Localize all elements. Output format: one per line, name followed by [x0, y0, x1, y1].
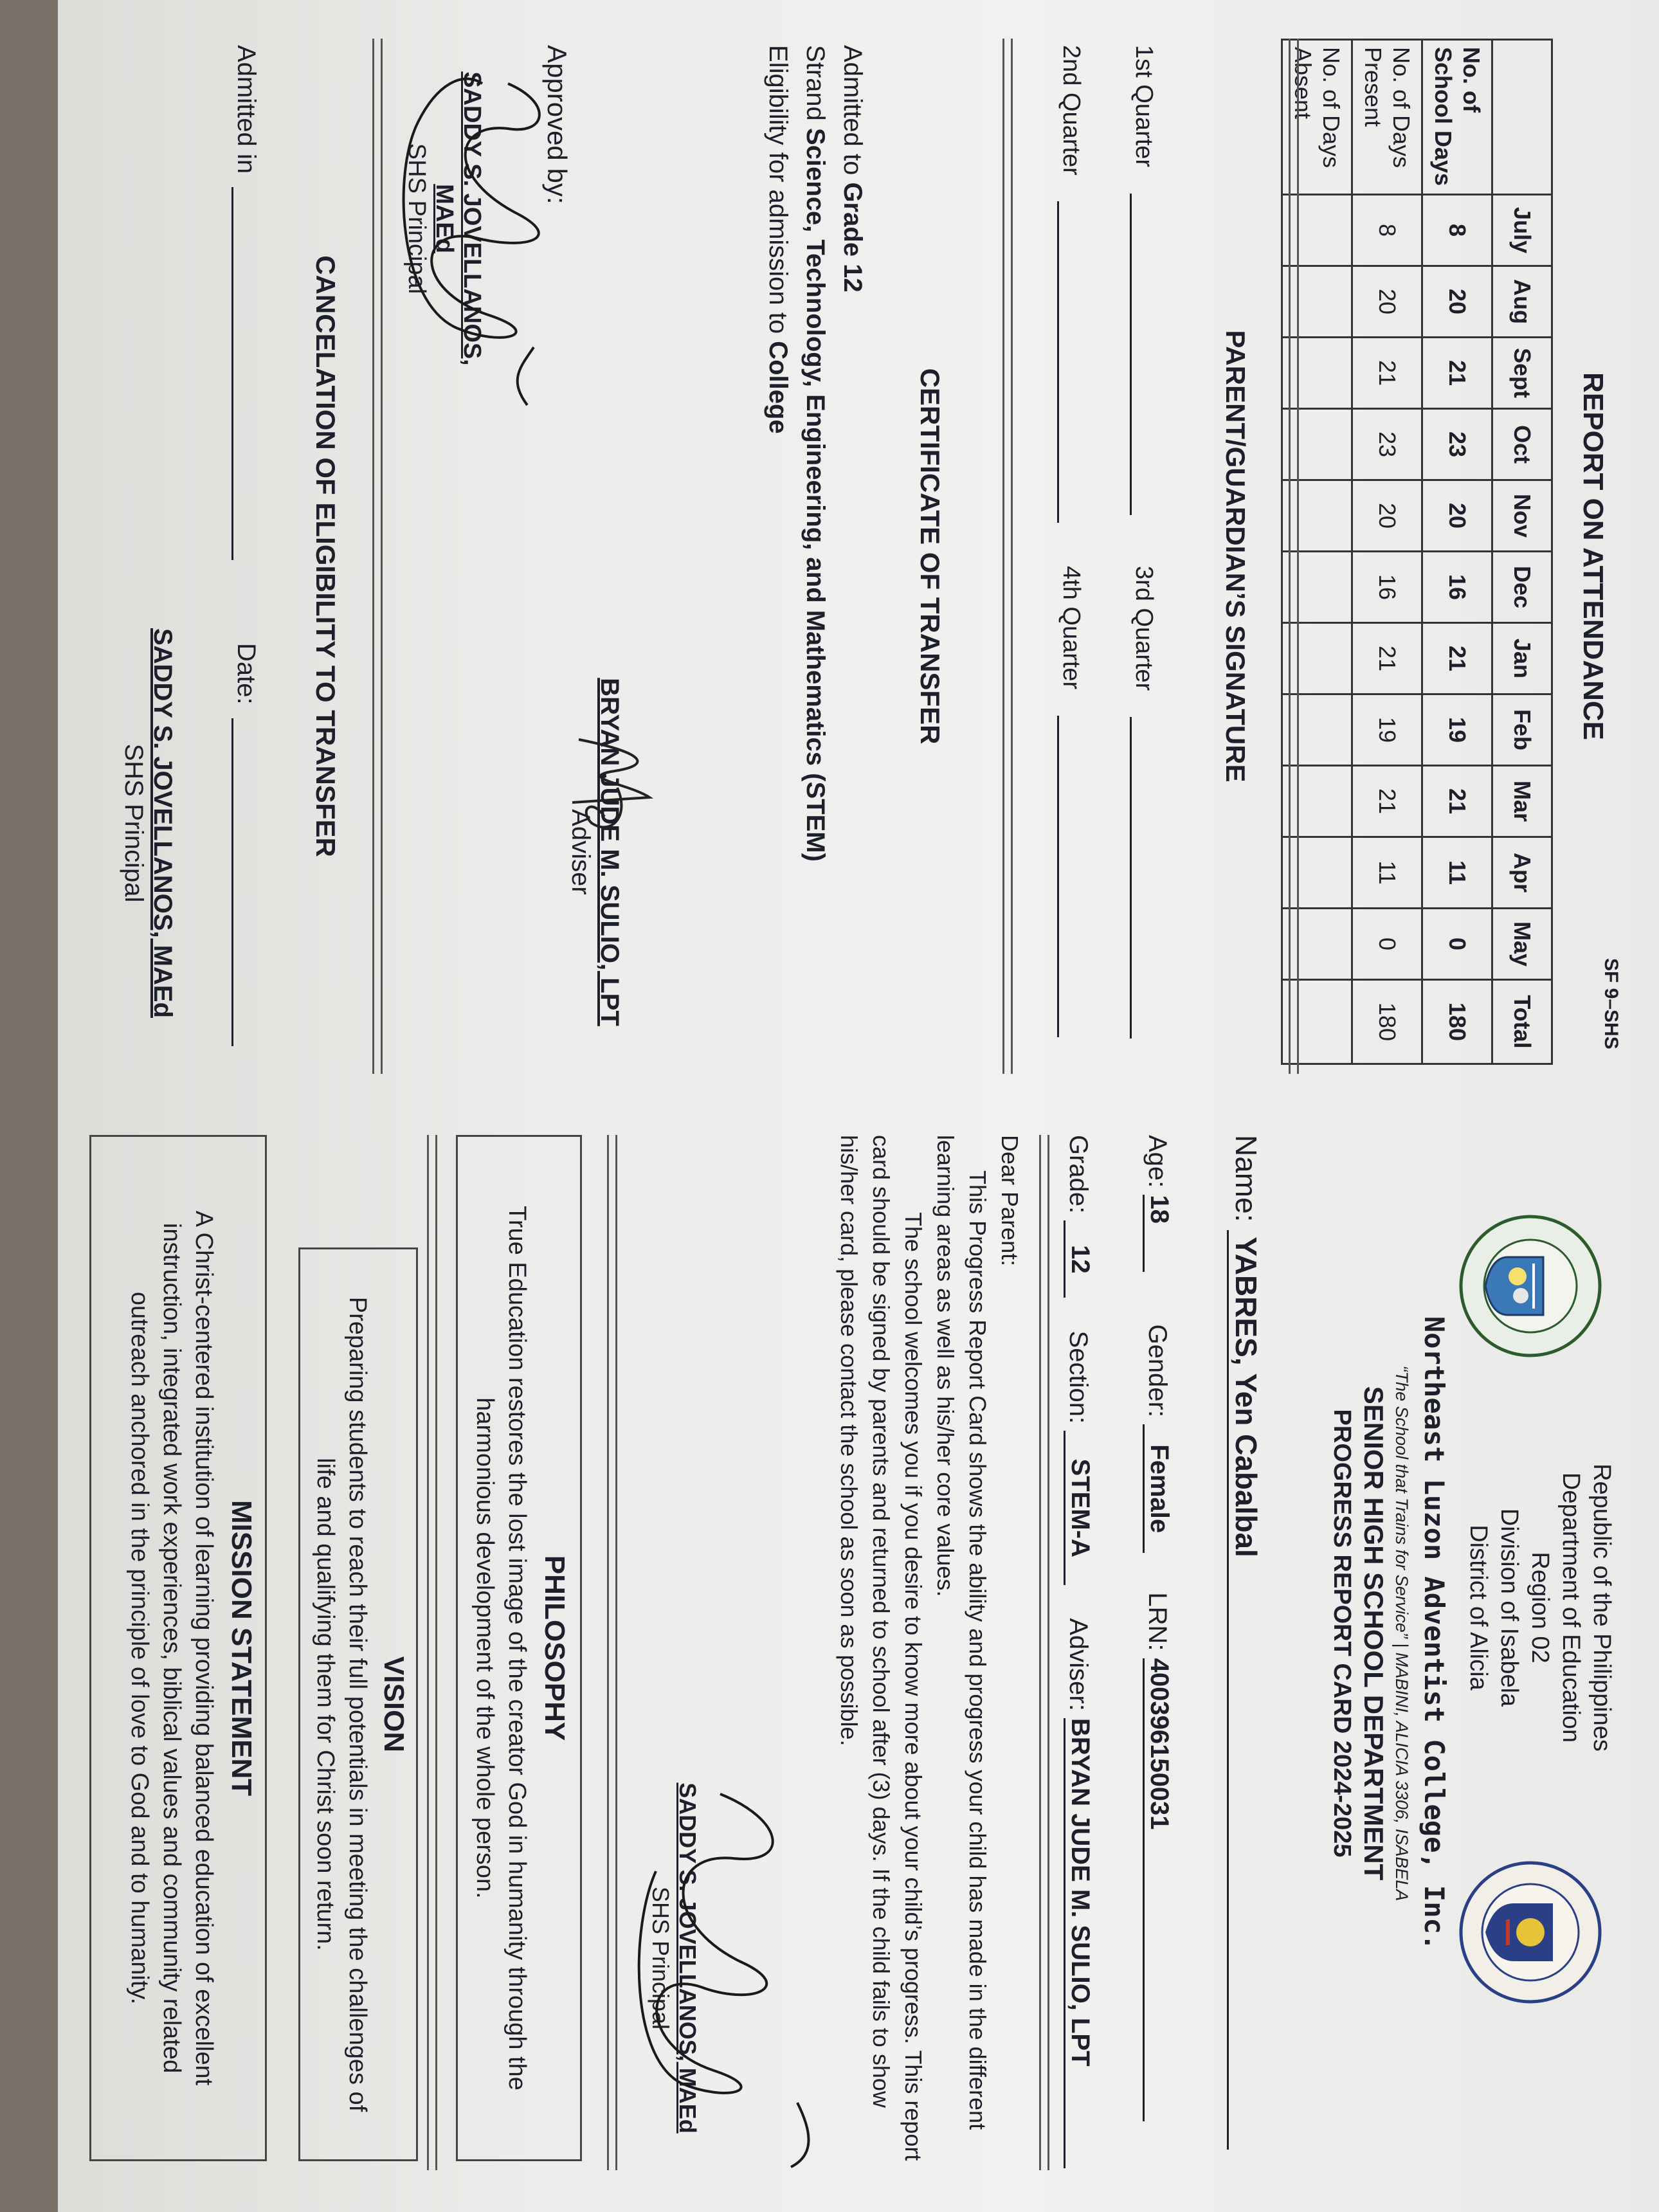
col-header: Apr	[1492, 837, 1552, 909]
attendance-table	[1281, 39, 1553, 1065]
report-card-paper	[58, 0, 1659, 2212]
q3-signature-line[interactable]	[1130, 717, 1132, 1038]
row-label: No. of Days Absent	[1282, 40, 1352, 195]
table-row	[1352, 40, 1422, 1064]
table-cell: 19	[1352, 694, 1422, 766]
philosophy-title: PHILOSOPHY	[539, 1555, 570, 1741]
letter-paragraph-2: The school welcomes you if you desire to know more about your child’s progress. This report card should be signed by parents and returned to school after (3) days. If the child fails to show his/her card, please contact the school as soon as possible.	[836, 1135, 927, 2161]
mission-title: MISSION STATEMENT	[226, 1500, 257, 1797]
col-header: Oct	[1492, 409, 1552, 480]
q3-row	[1130, 566, 1157, 1038]
transfer-title: CERTIFICATE OF TRANSFER	[915, 368, 945, 745]
grade-value: 12	[1064, 1220, 1094, 1298]
table-cell: 16	[1352, 552, 1422, 623]
strand-value: Science, Technology, Engineering, and Mathematics (STEM)	[801, 127, 830, 862]
table-cell: 8	[1352, 195, 1422, 266]
letter-principal-role: SHS Principal	[648, 1886, 674, 2030]
mission-text: A Christ-centered institution of learning providing balanced education of excellent instruction, integrated work experiences, biblical values and community related outreach anchored in the principle of love to God and to humanity.	[126, 1210, 217, 2086]
table-cell: 16	[1422, 552, 1492, 623]
eligibility-prefix: Eligibility for admission to	[764, 45, 792, 341]
header-line-3: Region 02	[1527, 1552, 1554, 1664]
divider	[1002, 39, 1013, 1074]
eligibility-line	[759, 45, 797, 1074]
table-cell: 20	[1352, 480, 1422, 552]
school-tagline: “The School that Trains for Service” | MABINI, ALICIA 3306, ISABELA	[1392, 1365, 1411, 1901]
transfer-adviser-block	[566, 643, 624, 1061]
q1-row	[1130, 45, 1157, 515]
header-line-5: District of Alicia	[1465, 1525, 1492, 1691]
table-cell: 11	[1352, 837, 1422, 909]
cancellation-principal-name: SADDY S. JOVELLANOS, MAEd	[149, 628, 177, 1018]
q2-row	[1057, 45, 1085, 523]
school-seal-logo	[1456, 1212, 1604, 1360]
vision-box	[298, 1247, 418, 2161]
attendance-title: REPORT ON ATTENDANCE	[1577, 372, 1609, 740]
divider	[1289, 39, 1299, 1074]
transfer-body	[759, 45, 871, 1074]
strand-line	[797, 45, 834, 1074]
form-code: SF 9–SHS	[1600, 958, 1622, 1049]
department-title: SENIOR HIGH SCHOOL DEPARTMENT	[1359, 1386, 1389, 1881]
gender-value: Female	[1143, 1424, 1174, 1553]
philosophy-text: True Education restores the lost image of the creator God in humanity through the harmonious development of the whole person.	[471, 1206, 530, 2090]
cancellation-title: CANCELATION OF ELIGIBILITY TO TRANSFER	[311, 255, 341, 857]
vision-title: VISION	[378, 1656, 410, 1753]
admitted-in-row	[231, 45, 260, 560]
table-cell: 21	[1422, 338, 1492, 409]
col-header-total: Total	[1492, 980, 1552, 1064]
col-header: Mar	[1492, 766, 1552, 837]
table-row	[1422, 40, 1492, 1064]
letter-salutation: Dear Parent:	[997, 1135, 1023, 1267]
q3-label: 3rd Quarter	[1130, 566, 1157, 691]
col-header: Nov	[1492, 480, 1552, 552]
grade-label: Grade:	[1064, 1135, 1092, 1214]
transfer-principal-block	[403, 39, 485, 399]
date-line[interactable]	[231, 718, 233, 1046]
divider	[1039, 1135, 1049, 2170]
table-cell: 21	[1422, 623, 1492, 694]
adviser-value: BRYAN JUDE M. SULIO, LPT	[1064, 1718, 1094, 2168]
table-cell: 19	[1422, 694, 1492, 766]
vision-text: Preparing students to reach their full potentials in meeting the challenges of life and qualifying them for Christ soon return.	[312, 1296, 371, 2112]
admitted-prefix: Admitted to	[839, 45, 867, 183]
deped-seal-logo	[1456, 1858, 1604, 2006]
cancellation-principal-block	[119, 579, 177, 1067]
table-cell: 180	[1422, 980, 1492, 1064]
adviser-signature-name: BRYAN JUDE M. SULIO, LPT	[595, 678, 624, 1026]
gender-label: Gender:	[1143, 1324, 1172, 1418]
approved-by-label: Approved by:	[542, 45, 572, 204]
attendance-header-row	[1492, 40, 1552, 1064]
q4-label: 4th Quarter	[1058, 566, 1085, 690]
q4-row	[1057, 566, 1085, 1037]
rotated-document	[58, 0, 1659, 2212]
student-name-row	[1227, 1135, 1264, 2189]
mission-box	[89, 1135, 267, 2161]
q1-signature-line[interactable]	[1130, 194, 1132, 515]
table-cell: 20	[1422, 266, 1492, 338]
student-info-row-1	[1143, 1135, 1174, 2189]
header-line-2: Department of Education	[1557, 1472, 1584, 1743]
table-cell: 21	[1422, 766, 1492, 837]
principal-role: SHS Principal	[403, 143, 430, 295]
divider	[427, 1135, 437, 2170]
age-value: 18	[1143, 1195, 1174, 1272]
table-cell: 0	[1352, 909, 1422, 980]
admitted-line	[834, 45, 871, 1074]
name-label: Name:	[1229, 1135, 1263, 1222]
lrn-label: LRN:	[1143, 1592, 1172, 1651]
date-row	[231, 643, 260, 1046]
eligibility-value: College	[764, 341, 792, 434]
section-label: Section:	[1064, 1330, 1092, 1424]
letter-paragraph-1: This Progress Report Card shows the ability and progress your child has made in the different learning areas as well as his/her core values.	[932, 1135, 991, 2130]
col-header: Sept	[1492, 338, 1552, 409]
lrn-value: 400396150031	[1143, 1658, 1174, 2121]
divider	[372, 39, 383, 1074]
q1-label: 1st Quarter	[1130, 45, 1157, 168]
row-label: No. of School Days	[1422, 40, 1492, 195]
student-info-row-2	[1064, 1135, 1094, 2189]
col-header: Aug	[1492, 266, 1552, 338]
q4-signature-line[interactable]	[1057, 716, 1059, 1037]
table-cell: 0	[1422, 909, 1492, 980]
school-name: Northeast Luzon Adventist College, Inc.	[1419, 1316, 1450, 1951]
letter-principal-block	[647, 1749, 701, 2167]
principal-signature-name: SADDY S. JOVELLANOS, MAEd	[431, 71, 485, 366]
table-cell: 23	[1352, 409, 1422, 480]
col-header: July	[1492, 195, 1552, 266]
admitted-grade: Grade 12	[839, 182, 867, 293]
govt-header	[1463, 1382, 1617, 1833]
admitted-in-label: Admitted in	[232, 45, 260, 174]
table-cell: 20	[1422, 480, 1492, 552]
report-card-title: PROGRESS REPORT CARD 2024-2025	[1328, 1409, 1355, 1858]
table-cell: 21	[1352, 623, 1422, 694]
guardian-title: PARENT/GUARDIAN’S SIGNATURE	[1220, 330, 1251, 783]
admitted-in-line[interactable]	[231, 187, 233, 560]
table-cell: 21	[1352, 766, 1422, 837]
student-name: YABRES, Yen Cabalbal	[1227, 1230, 1264, 2150]
adviser-label: Adviser:	[1064, 1618, 1092, 1711]
parent-letter	[833, 1135, 1026, 2170]
letter-principal-name: SADDY S. JOVELLANOS, MAEd	[675, 1782, 701, 2134]
divider	[607, 1135, 617, 2170]
philosophy-box	[456, 1135, 582, 2161]
col-header: Jan	[1492, 623, 1552, 694]
age-label: Age:	[1143, 1135, 1172, 1188]
q2-signature-line[interactable]	[1057, 201, 1059, 523]
col-header: Dec	[1492, 552, 1552, 623]
q2-label: 2nd Quarter	[1058, 45, 1085, 176]
strand-prefix: Strand	[801, 45, 830, 128]
col-header: May	[1492, 909, 1552, 980]
table-cell: 11	[1422, 837, 1492, 909]
row-label: No. of Days Present	[1352, 40, 1422, 195]
header-line-1: Republic of the Philippines	[1588, 1464, 1615, 1752]
table-cell: 21	[1352, 338, 1422, 409]
date-label: Date:	[232, 643, 260, 705]
header-line-4: Division of Isabela	[1496, 1508, 1523, 1707]
col-header: Feb	[1492, 694, 1552, 766]
cancellation-principal-role: SHS Principal	[120, 743, 148, 903]
table-cell: 180	[1352, 980, 1422, 1064]
table-cell: 20	[1352, 266, 1422, 338]
table-cell: 8	[1422, 195, 1492, 266]
adviser-role: Adviser	[567, 809, 595, 895]
attendance-corner-cell	[1492, 40, 1552, 195]
table-cell: 23	[1422, 409, 1492, 480]
section-value: STEM-A	[1064, 1431, 1094, 1585]
